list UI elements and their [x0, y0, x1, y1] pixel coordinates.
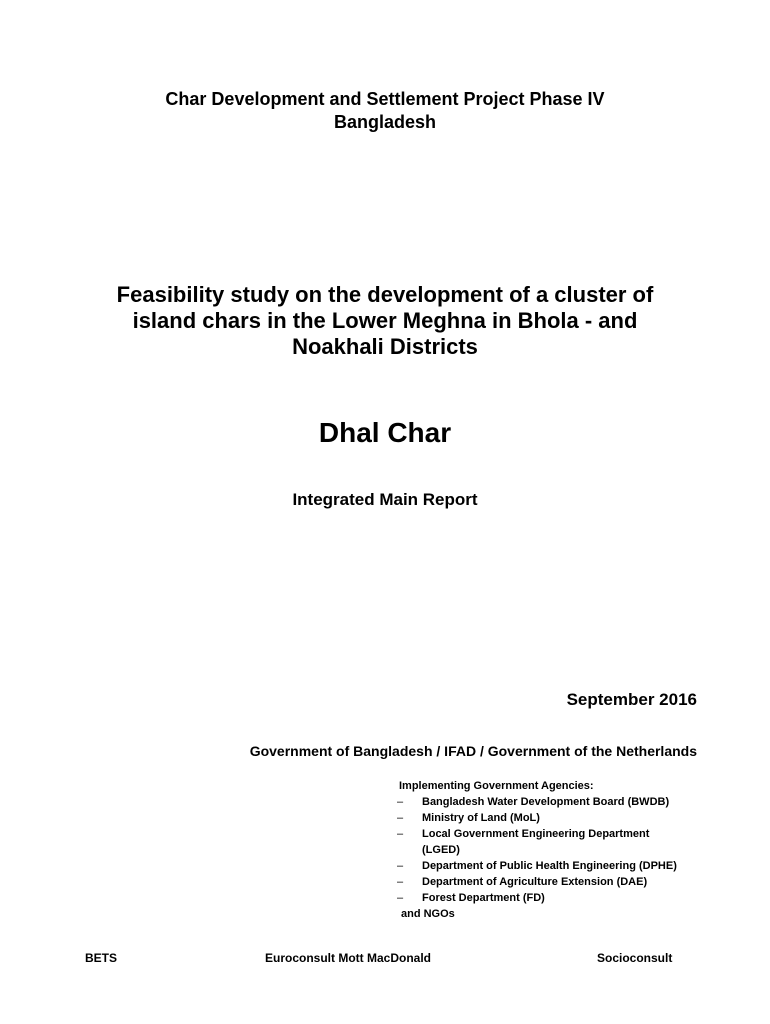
agency-label: Ministry of Land (MoL): [422, 812, 540, 824]
list-dash: –: [397, 892, 404, 904]
agency-item: [397, 874, 707, 890]
footer-consultant-euroconsult: Euroconsult Mott MacDonald: [265, 951, 431, 965]
agency-label: Bangladesh Water Development Board (BWDB): [422, 796, 670, 808]
agency-item: [397, 858, 707, 874]
list-dash: –: [397, 876, 404, 888]
project-country: Bangladesh: [333, 112, 437, 132]
agency-label: Local Government Engineering Department: [422, 828, 650, 840]
agency-label: (LGED): [422, 844, 460, 856]
funding-governments: Government of Bangladesh / IFAD / Government of the Netherlands: [249, 743, 697, 759]
agencies-closing: and NGOs: [401, 908, 455, 920]
project-header: [0, 88, 770, 134]
study-title-line-1: Feasibility study on the development of a cluster of: [116, 282, 654, 307]
project-name: Char Development and Settlement Project Phase IV: [165, 89, 605, 109]
list-dash: –: [397, 812, 404, 824]
list-dash: –: [397, 860, 404, 872]
footer-consultant-bets: BETS: [85, 951, 118, 965]
agency-item: [397, 810, 707, 826]
agency-item: [397, 890, 707, 906]
list-dash: –: [397, 796, 404, 808]
implementing-agencies: [397, 778, 707, 922]
agency-item: [397, 826, 707, 842]
agencies-heading: Implementing Government Agencies:: [399, 780, 594, 792]
main-title: Dhal Char: [318, 417, 452, 448]
agency-label: Forest Department (FD): [422, 892, 545, 904]
agency-label: Department of Agriculture Extension (DAE): [422, 876, 648, 888]
list-dash: –: [397, 828, 404, 840]
study-title-line-2: island chars in the Lower Meghna in Bhola - and: [132, 308, 638, 333]
report-subtitle: Integrated Main Report: [292, 490, 478, 509]
footer-consultant-socioconsult: Socioconsult: [597, 951, 673, 965]
report-date: September 2016: [566, 690, 697, 709]
agency-item-continuation: [397, 842, 707, 858]
agency-label: Department of Public Health Engineering (DPHE): [422, 860, 677, 872]
study-title: [0, 282, 770, 360]
study-title-line-3: Noakhali Districts: [292, 334, 478, 359]
agency-item: [397, 794, 707, 810]
